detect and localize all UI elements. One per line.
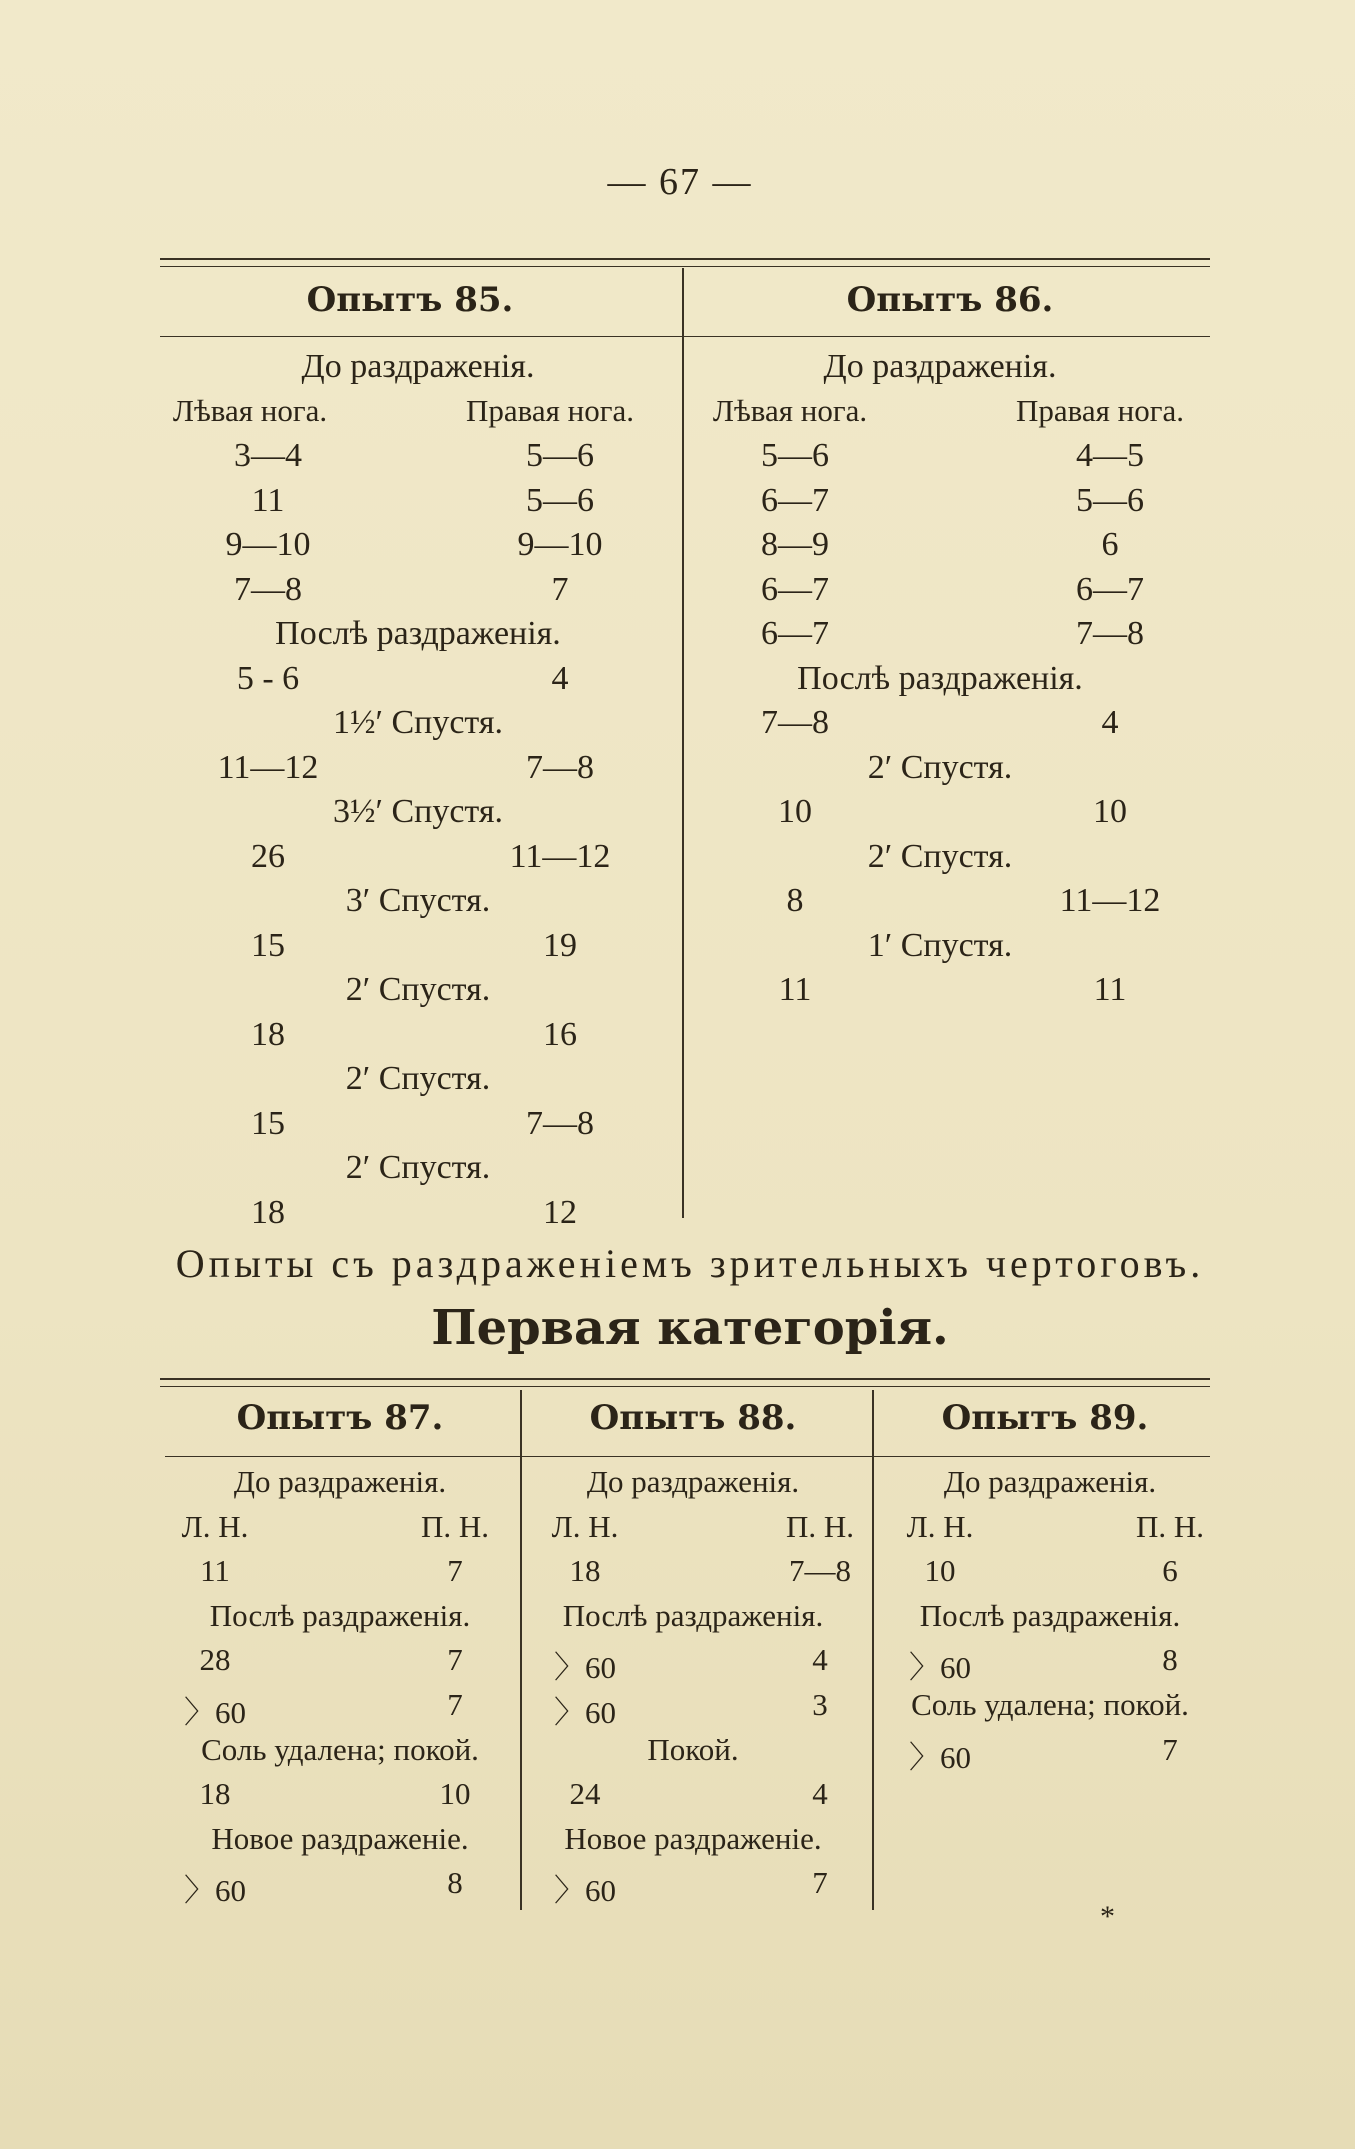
left-leg-value: 18 [251,1015,285,1053]
row-label: Послѣ раздраженія. [562,1597,824,1633]
row-label: Новое раздраженіе. [564,1820,822,1856]
interval-label: 2′ Спустя. [867,837,1013,875]
right-leg-value: 7 [447,1642,463,1678]
right-leg-value: 8 [447,1865,463,1901]
experiment-85-heading: Опытъ 85. [306,280,514,320]
experiment-89-heading: Опытъ 89. [941,1398,1149,1438]
right-leg-header: П. Н. [1135,1508,1205,1544]
before-stimulation-label: До раздраженія. [301,348,535,385]
right-leg-value: 6—7 [1076,570,1144,608]
left-leg-value: 18 [199,1776,231,1812]
left-leg-value: 26 [251,837,285,875]
right-leg-value: 4—5 [1076,437,1144,474]
right-leg-header: Правая нога. [1016,392,1184,428]
section-title: Опыты съ раздраженіемъ зрительныхъ чертоговъ. [175,1241,1205,1286]
after-stimulation-label: Послѣ раздраженія. [275,615,561,652]
left-leg-value: 7—8 [761,704,829,741]
interval-label: 3′ Спустя. [345,882,491,919]
left-leg-value: 6—7 [761,570,829,608]
row-label: Соль удалена; покой. [201,1731,479,1767]
left-leg-value: 〉60 [909,1650,971,1686]
left-leg-header: Л. Н. [906,1508,974,1544]
right-leg-value: 7—8 [1076,615,1144,652]
right-leg-value: 6 [1101,526,1119,563]
left-leg-header: Л. Н. [551,1508,619,1544]
before-stimulation-label: До раздраженія. [823,348,1057,385]
top-table-rule-upper2 [160,266,1210,267]
left-leg-header: Л. Н. [181,1508,249,1544]
bottom-table-rule-upper [160,1378,1210,1380]
right-leg-value: 7 [447,1687,463,1722]
footnote-mark: * [1100,1900,1115,1933]
right-leg-value: 11—12 [509,837,611,875]
interval-label: 1′ Спустя. [867,926,1013,964]
left-leg-header: Лѣвая нога. [172,392,328,428]
interval-label: 2′ Спустя. [345,971,491,1008]
right-leg-header: Правая нога. [466,392,634,428]
category-title: Первая категорія. [431,1300,949,1356]
bottom-table-divider-1 [520,1390,522,1910]
left-leg-value: 〉60 [184,1873,246,1909]
right-leg-value: 7 [551,570,569,608]
left-leg-value: 28 [199,1642,231,1678]
bottom-table-rule-lower [165,1456,1210,1457]
right-leg-value: 16 [543,1015,577,1053]
right-leg-value: 10 [1093,793,1127,830]
left-leg-value: 7—8 [234,570,302,608]
top-table-rule-upper [160,258,1210,260]
right-leg-value: 9—10 [517,526,603,563]
right-leg-value: 7 [1162,1731,1178,1767]
interval-label: 2′ Спустя. [867,748,1013,786]
left-leg-value: 11 [778,971,812,1008]
right-leg-value: 7 [447,1553,463,1589]
left-leg-value: 18 [569,1553,601,1589]
left-leg-value: 〉60 [554,1873,616,1909]
left-leg-value: 11—12 [217,748,319,786]
left-leg-value: 6—7 [761,481,829,519]
right-leg-header: П. Н. [420,1508,490,1544]
right-leg-value: 19 [543,926,577,964]
left-leg-value: 11 [251,481,285,519]
left-leg-value: 24 [569,1776,601,1812]
left-leg-value: 10 [778,793,812,830]
left-leg-value: 〉60 [184,1695,246,1730]
interval-label: 1½′ Спустя. [333,704,503,741]
left-leg-value: 11 [200,1553,230,1589]
left-leg-value: 6—7 [761,615,829,652]
right-leg-value: 4 [812,1776,828,1812]
bottom-table-divider-2 [872,1390,874,1910]
bottom-table-rule-upper2 [160,1386,1210,1387]
right-leg-value: 7 [812,1865,828,1901]
right-leg-value: 11—12 [1059,882,1161,919]
right-leg-value: 4 [812,1642,828,1678]
row-label: Соль удалена; покой. [911,1687,1189,1722]
right-leg-value: 3 [812,1687,828,1722]
left-leg-value: 〉60 [554,1695,616,1730]
top-table-rule-lower [160,336,1210,337]
right-leg-value: 10 [439,1776,471,1812]
experiment-88-heading: Опытъ 88. [589,1398,797,1438]
right-leg-header: П. Н. [785,1508,855,1544]
right-leg-value: 11 [1093,971,1127,1008]
left-leg-value: 〉60 [554,1650,616,1686]
right-leg-value: 6 [1162,1553,1178,1589]
before-stimulation-label: До раздраженія. [586,1464,800,1499]
right-leg-value: 4 [1101,704,1119,741]
row-label: Послѣ раздраженія. [919,1597,1181,1633]
interval-label: 2′ Спустя. [345,1149,491,1186]
right-leg-value: 5—6 [526,481,594,519]
right-leg-value: 4 [551,659,569,697]
left-leg-value: 8—9 [761,526,829,563]
right-leg-value: 7—8 [526,748,594,786]
left-leg-header: Лѣвая нога. [712,392,868,428]
interval-label: 2′ Спустя. [345,1060,491,1097]
after-stimulation-label: Послѣ раздраженія. [797,659,1083,697]
page-number: — 67 — [607,161,753,203]
row-label: Послѣ раздраженія. [209,1597,471,1633]
left-leg-value: 15 [251,1104,285,1142]
left-leg-value: 9—10 [225,526,311,563]
right-leg-value: 5—6 [526,437,594,474]
experiment-87-heading: Опытъ 87. [236,1398,444,1438]
interval-label: 3½′ Спустя. [333,793,503,830]
left-leg-value: 15 [251,926,285,964]
right-leg-value: 7—8 [789,1553,851,1589]
left-leg-value: 5—6 [761,437,829,474]
right-leg-value: 8 [1162,1642,1178,1678]
left-leg-value: 18 [251,1193,285,1231]
right-leg-value: 5—6 [1076,481,1144,519]
left-leg-value: 3—4 [234,437,302,474]
top-table-divider [682,268,684,1218]
right-leg-value: 7—8 [526,1104,594,1142]
before-stimulation-label: До раздраженія. [943,1464,1157,1499]
before-stimulation-label: До раздраженія. [233,1464,447,1499]
left-leg-value: 8 [786,882,804,919]
left-leg-value: 〉60 [909,1739,971,1775]
row-label: Покой. [647,1731,739,1767]
left-leg-value: 10 [924,1553,956,1589]
left-leg-value: 5 - 6 [236,659,300,697]
right-leg-value: 12 [543,1193,577,1231]
row-label: Новое раздраженіе. [211,1820,469,1856]
experiment-86-heading: Опытъ 86. [846,280,1054,320]
